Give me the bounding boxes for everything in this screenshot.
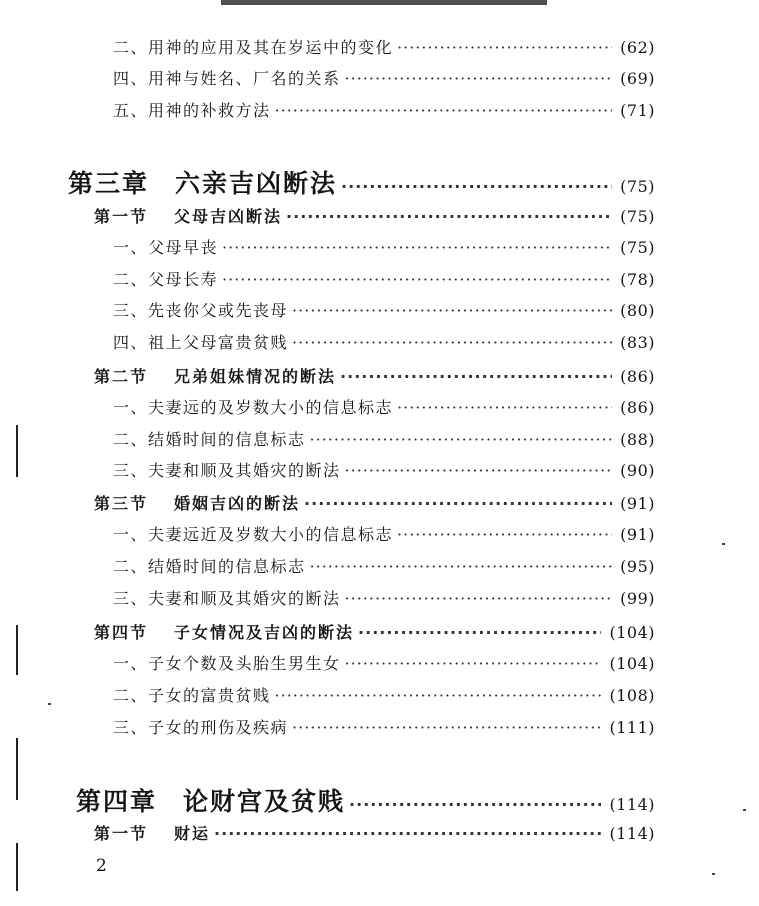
dot-leader bbox=[275, 686, 602, 705]
dot-leader bbox=[341, 177, 612, 196]
toc-page-ref: (91) bbox=[620, 525, 655, 544]
item-title: 一、子女个数及头胎生男生女 bbox=[113, 654, 341, 673]
chapter-label: 第四章 bbox=[76, 787, 158, 816]
toc-page-ref: (86) bbox=[620, 398, 655, 417]
dot-leader bbox=[304, 494, 612, 513]
item-title: 三、子女的刑伤及疾病 bbox=[113, 718, 289, 737]
toc-page-ref: (88) bbox=[620, 430, 655, 449]
dot-leader bbox=[358, 623, 601, 642]
item-title: 一、夫妻远的及岁数大小的信息标志 bbox=[113, 398, 394, 417]
section-label: 第三节 bbox=[94, 494, 149, 513]
scan-artifact-line bbox=[16, 425, 18, 477]
section-title: 婚姻吉凶的断法 bbox=[174, 494, 301, 513]
scan-top-edge bbox=[221, 0, 547, 5]
toc-section bbox=[94, 204, 655, 227]
section-title: 子女情况及吉凶的断法 bbox=[174, 623, 355, 642]
dot-leader bbox=[292, 718, 601, 737]
toc-page-ref: (62) bbox=[620, 38, 655, 57]
toc-chapter bbox=[68, 164, 655, 200]
toc-page-ref: (114) bbox=[609, 795, 655, 814]
toc-item bbox=[113, 66, 655, 89]
dot-leader bbox=[214, 824, 601, 843]
toc-page-ref: (104) bbox=[609, 654, 655, 673]
toc-page-ref: (108) bbox=[609, 686, 655, 705]
toc-page-ref: (75) bbox=[620, 177, 655, 196]
item-title: 三、夫妻和顺及其婚灾的断法 bbox=[113, 589, 341, 608]
dot-leader bbox=[345, 461, 613, 480]
toc-item bbox=[113, 35, 655, 58]
item-title: 一、夫妻远近及岁数大小的信息标志 bbox=[113, 525, 394, 544]
toc-item bbox=[113, 586, 655, 609]
toc-page-ref: (114) bbox=[609, 824, 655, 843]
section-label: 第一节 bbox=[94, 207, 149, 226]
toc-item bbox=[113, 298, 655, 321]
toc-item bbox=[113, 427, 655, 450]
toc-page-ref: (111) bbox=[609, 718, 655, 737]
page-number: 2 bbox=[96, 856, 107, 876]
scan-artifact-line bbox=[16, 843, 18, 891]
toc-page-ref: (86) bbox=[620, 367, 655, 386]
chapter-label: 第三章 bbox=[68, 169, 150, 198]
dot-leader bbox=[222, 270, 612, 289]
toc-item bbox=[113, 554, 655, 577]
toc-item bbox=[113, 715, 655, 738]
toc-section bbox=[94, 620, 655, 643]
scan-speck bbox=[743, 809, 746, 811]
section-label: 第二节 bbox=[94, 367, 149, 386]
toc-page-ref: (95) bbox=[620, 557, 655, 576]
section-title: 兄弟姐妹情况的断法 bbox=[174, 367, 337, 386]
toc-section bbox=[94, 364, 655, 387]
dot-leader bbox=[310, 430, 613, 449]
item-title: 一、父母早丧 bbox=[113, 238, 219, 257]
item-title: 二、子女的富贵贫贱 bbox=[113, 686, 271, 705]
chapter-title: 论财宫及贫贱 bbox=[183, 787, 346, 816]
section-title: 财运 bbox=[174, 824, 211, 843]
dot-leader bbox=[345, 654, 602, 673]
dot-leader bbox=[292, 333, 612, 352]
item-title: 五、用神的补救方法 bbox=[113, 101, 271, 120]
dot-leader bbox=[340, 367, 612, 386]
toc-item bbox=[113, 98, 655, 121]
toc-page-ref: (104) bbox=[609, 623, 655, 642]
item-title: 三、先丧你父或先丧母 bbox=[113, 301, 289, 320]
scan-speck bbox=[712, 873, 715, 875]
dot-leader bbox=[397, 398, 612, 417]
toc-page-ref: (80) bbox=[620, 301, 655, 320]
item-title: 三、夫妻和顺及其婚灾的断法 bbox=[113, 461, 341, 480]
item-title: 四、祖上父母富贵贫贱 bbox=[113, 333, 289, 352]
section-title: 父母吉凶断法 bbox=[174, 207, 283, 226]
toc-page-ref: (90) bbox=[620, 461, 655, 480]
dot-leader bbox=[292, 301, 612, 320]
toc-item bbox=[113, 267, 655, 290]
item-title: 二、结婚时间的信息标志 bbox=[113, 557, 306, 576]
toc-item bbox=[113, 395, 655, 418]
section-label: 第一节 bbox=[94, 824, 149, 843]
dot-leader bbox=[397, 525, 612, 544]
scan-artifact-line bbox=[16, 738, 18, 800]
scan-speck bbox=[48, 703, 51, 705]
dot-leader bbox=[310, 557, 613, 576]
dot-leader bbox=[222, 238, 612, 257]
toc-section bbox=[94, 821, 655, 844]
scan-speck bbox=[722, 543, 725, 545]
toc-page-ref: (91) bbox=[620, 494, 655, 513]
toc-chapter bbox=[76, 782, 655, 818]
dot-leader bbox=[349, 795, 601, 814]
toc-page-ref: (71) bbox=[620, 101, 655, 120]
dot-leader bbox=[275, 101, 613, 120]
item-title: 四、用神与姓名、厂名的关系 bbox=[113, 69, 341, 88]
toc-item bbox=[113, 651, 655, 674]
toc-page-ref: (75) bbox=[620, 238, 655, 257]
dot-leader bbox=[345, 589, 613, 608]
toc-page-ref: (99) bbox=[620, 589, 655, 608]
dot-leader bbox=[397, 38, 612, 57]
toc-item bbox=[113, 330, 655, 353]
toc-item bbox=[113, 683, 655, 706]
item-title: 二、父母长寿 bbox=[113, 270, 219, 289]
toc-item bbox=[113, 235, 655, 258]
toc-item bbox=[113, 522, 655, 545]
toc-page-ref: (75) bbox=[620, 207, 655, 226]
dot-leader bbox=[286, 207, 612, 226]
toc-section bbox=[94, 491, 655, 514]
toc-item bbox=[113, 458, 655, 481]
section-label: 第四节 bbox=[94, 623, 149, 642]
toc-page-ref: (83) bbox=[620, 333, 655, 352]
chapter-title: 六亲吉凶断法 bbox=[175, 169, 338, 198]
toc-page-ref: (69) bbox=[620, 69, 655, 88]
item-title: 二、结婚时间的信息标志 bbox=[113, 430, 306, 449]
scan-artifact-line bbox=[16, 625, 18, 675]
toc-page-ref: (78) bbox=[620, 270, 655, 289]
dot-leader bbox=[345, 69, 613, 88]
item-title: 二、用神的应用及其在岁运中的变化 bbox=[113, 38, 394, 57]
